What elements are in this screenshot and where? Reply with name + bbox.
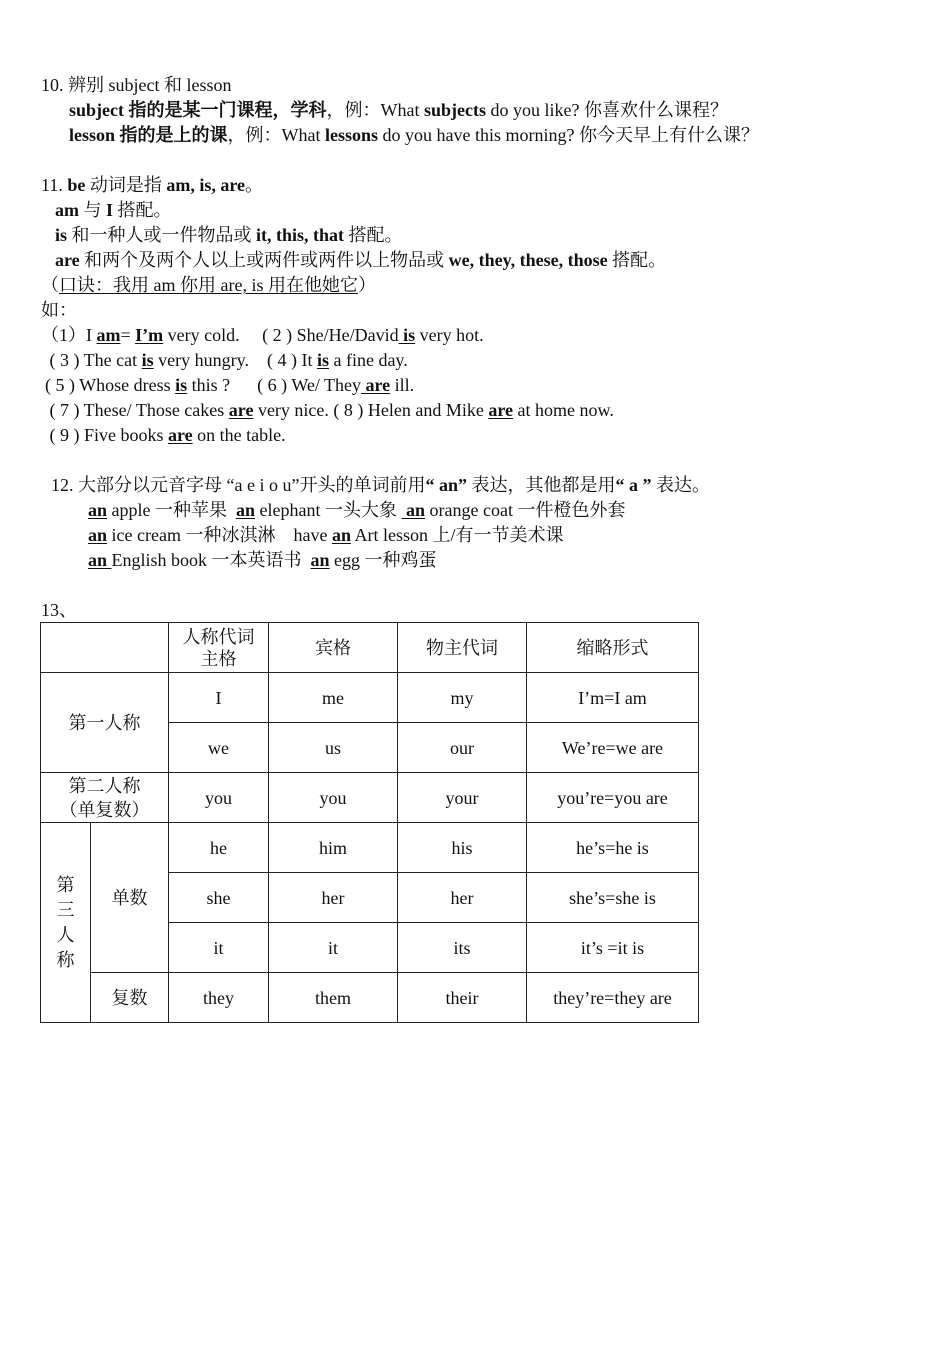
table-cell: their [398,973,527,1023]
table-cell: it’s =it is [527,923,699,973]
example-line-1: （1）I am= I’m very cold. ( 2 ) She/He/David is very hot. [41,325,484,345]
table-cell: I’m=I am [527,673,699,723]
table-cell: you’re=you are [527,773,699,823]
is-rule-line: is 和一种人或一件物品或 it, this, that 搭配。 [55,225,403,245]
table-cell: I [169,673,269,723]
table-cell: they’re=they are [527,973,699,1023]
example-line-3: ( 5 ) Whose dress is this ? ( 6 ) We/ They are ill. [45,375,415,395]
third-person-label: 第三人称 [41,823,91,1023]
table-cell: it [269,923,398,973]
table-cell: you [169,773,269,823]
table-cell: We’re=we are [527,723,699,773]
header-subject-pronoun: 人称代词 主格 [169,623,269,673]
personal-pronoun-table [40,622,699,1023]
section-13-label: 13、 [41,600,77,620]
table-cell: our [398,723,527,773]
example-line-2: ( 3 ) The cat is very hungry. ( 4 ) It is a fine day. [45,350,408,370]
section-11-title: 11. be 动词是指 am, is, are。 [41,175,263,195]
table-cell: it [169,923,269,973]
article-examples-line-1: an apple 一种苹果 an elephant 一头大象 an orange coat 一件橙色外套 [88,500,626,520]
table-cell: him [269,823,398,873]
table-cell: he [169,823,269,873]
example-line-5: ( 9 ) Five books are on the table. [45,425,286,445]
table-cell: they [169,973,269,1023]
am-rule-line: am 与 I 搭配。 [55,200,172,220]
table-cell: you [269,773,398,823]
empty-header-cell [41,623,169,673]
table-row [41,773,699,823]
table-cell: my [398,673,527,723]
table-cell: me [269,673,398,723]
table-cell: them [269,973,398,1023]
are-rule-line: are 和两个及两个人以上或两件或两件以上物品或 we, they, these, those 搭配。 [55,250,667,270]
header-possessive: 物主代词 [398,623,527,673]
singular-label: 单数 [91,823,169,973]
subject-definition-line: subject 指的是某一门课程，学科，例：What subjects do you like? 你喜欢什么课程？ [69,100,728,120]
table-cell: her [269,873,398,923]
table-cell: your [398,773,527,823]
mnemonic-line: （口诀：我用 am 你用 are, is 用在他她它） [41,275,376,295]
lesson-definition-line: lesson 指的是上的课，例：What lessons do you have this morning? 你今天早上有什么课？ [69,125,759,145]
table-cell: its [398,923,527,973]
table-cell: she’s=she is [527,873,699,923]
header-contraction: 缩略形式 [527,623,699,673]
section-12-title: 12. 大部分以元音字母 “a e i o u”开头的单词前用“ an” 表达，其他都是用“ a ” 表达。 [51,475,710,495]
table-row [41,673,699,723]
example-line-4: ( 7 ) These/ Those cakes are very nice. ( 8 ) Helen and Mike are at home now. [45,400,614,420]
table-header-row [41,623,699,673]
section-10-title: 10. 辨别 subject 和 lesson [41,75,232,95]
plural-label: 复数 [91,973,169,1023]
second-person-label: 第二人称 （单复数） [41,773,169,823]
header-object-pronoun: 宾格 [269,623,398,673]
article-examples-line-2: an ice cream 一种冰淇淋 have an Art lesson 上/有一节美术课 [88,525,564,545]
table-row [41,823,699,873]
table-cell: she [169,873,269,923]
table-cell: her [398,873,527,923]
table-cell: he’s=he is [527,823,699,873]
article-examples-line-3: an English book 一本英语书 an egg 一种鸡蛋 [88,550,437,570]
table-row [41,973,699,1023]
table-cell: we [169,723,269,773]
table-cell: us [269,723,398,773]
examples-intro: 如： [41,300,77,320]
table-cell: his [398,823,527,873]
first-person-label: 第一人称 [41,673,169,773]
